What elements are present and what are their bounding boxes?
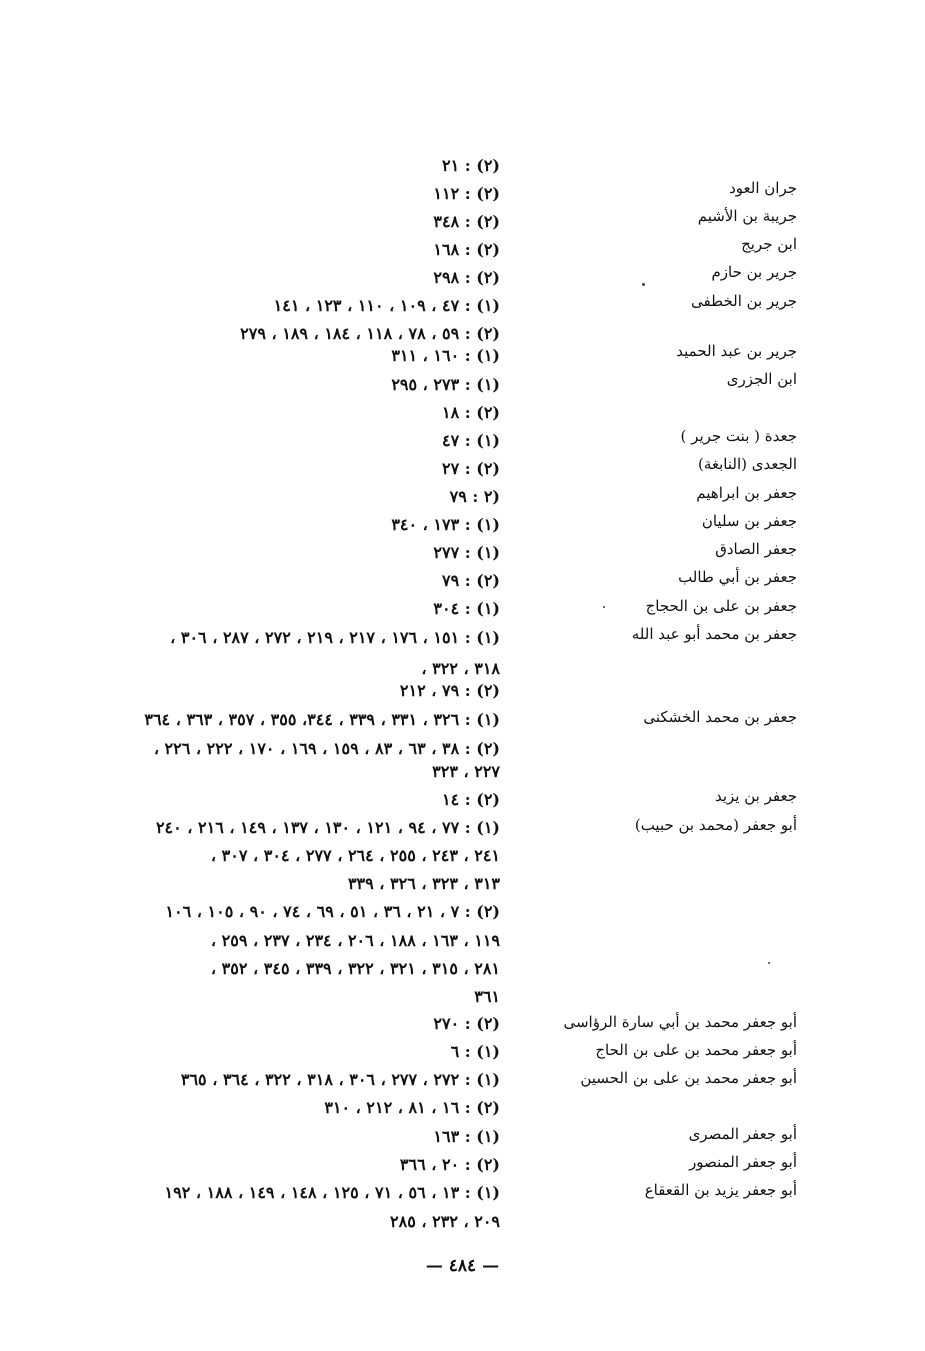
index-name: جعفر بن محمد الخشكنى <box>643 708 797 726</box>
page-refs: (١) : ١٦٣ <box>433 1127 500 1146</box>
page-refs: (٢) : ٢٩٨ <box>433 268 500 287</box>
index-name: جعدة ( بنت جرير ) <box>680 427 797 445</box>
page-refs: ٣٦١ <box>474 987 500 1006</box>
page-number: — ٤٨٤ — <box>425 1256 500 1276</box>
index-name: جرير بن عبد الحميد <box>676 342 797 360</box>
page-refs: (٢) : ٥٩ ، ٧٨ ، ١١٨ ، ١٨٤ ، ١٨٩ ، ٢٧٩ <box>240 324 500 343</box>
page-refs: ٣١٣ ، ٣٢٣ ، ٣٢٦ ، ٣٣٩ <box>347 874 500 893</box>
page-refs: ١١٩ ، ١٦٣ ، ١٨٨ ، ٢٠٦ ، ٢٣٤ ، ٢٣٧ ، ٢٥٩ ، <box>210 931 500 950</box>
page-refs: (١) : ١٣ ، ٥٦ ، ٧١ ، ١٢٥ ، ١٤٨ ، ١٤٩ ، ١٨٨ ، ١٩٢ <box>164 1183 500 1202</box>
index-name: أبو جعفر المنصور <box>689 1153 797 1171</box>
page-refs: (٢) : ٧٩ <box>442 571 500 590</box>
index-name: جريبة بن الأشيم <box>697 207 797 225</box>
index-name: أبو جعفر (محمد بن حبيب) <box>634 816 797 834</box>
index-name: أبو جعفر محمد بن أبي سارة الرؤاسى <box>563 1013 797 1031</box>
page-refs: (٢) : ١١٢ <box>433 184 500 203</box>
page-refs: ٣١٨ ، ٣٢٢ ، <box>421 659 500 678</box>
page-refs: ٢٢٧ ، ٣٢٣ <box>432 762 500 781</box>
index-name: جرير بن الخطفى <box>691 292 797 310</box>
page-refs: (٢) : ٣٨ ، ٦٣ ، ٨٣ ، ١٥٩ ، ١٦٩ ، ١٧٠ ، ٢٢٢ ، ٢٢٦ ، <box>153 739 500 758</box>
page-refs: (١) : ٤٧ ، ١٠٩ ، ١١٠ ، ١٢٣ ، ١٤١ <box>273 296 500 315</box>
page-refs: (١) : ١٧٣ ، ٣٤٠ <box>391 515 500 534</box>
page-refs: (١) : ٣٠٤ <box>433 599 500 618</box>
index-name: الجعدى (النابغة) <box>697 455 797 473</box>
page-refs: (٢) : ٣٤٨ <box>433 212 500 231</box>
page-refs: (٢) : ٢٧٠ <box>433 1014 500 1033</box>
page-refs: ٢٠٩ ، ٢٣٢ ، ٢٨٥ <box>390 1212 500 1231</box>
index-name: جعفر بن يزيد <box>714 787 797 805</box>
page-refs: (١) : ١٦٠ ، ٣١١ <box>391 346 500 365</box>
index-name: جعفر بن ابراهيم <box>696 484 797 502</box>
page-refs: (١) : ٢٧٢ ، ٢٧٧ ، ٣٠٦ ، ٣١٨ ، ٣٢٢ ، ٣٦٤ ، ٣٦٥ <box>180 1070 500 1089</box>
page-refs: (٢) : ١٨ <box>442 403 500 422</box>
page-refs: (١) : ٢٧٧ <box>433 543 500 562</box>
index-name: أبو جعفر يزيد بن القعقاع <box>644 1181 797 1199</box>
page-refs: (١) : ٣٢٦ ، ٣٣١ ، ٣٣٩ ، ٣٤٤، ٣٥٥ ، ٣٥٧ ، ٣٦٣ ، ٣٦٤ <box>144 710 500 729</box>
page-refs: (٢) : ١٦٨ <box>433 240 500 259</box>
page-refs: (٢) : ٢٧ <box>442 459 500 478</box>
index-name: جعفر بن على بن الحجاج <box>645 597 797 615</box>
index-name: جرير بن حازم <box>711 263 797 281</box>
scan-speck <box>603 606 605 608</box>
index-name: جران العود <box>729 179 797 197</box>
index-name: أبو جعفر محمد بن على بن الحسين <box>580 1069 797 1087</box>
page-refs: ٢٨١ ، ٣١٥ ، ٣٢١ ، ٣٢٢ ، ٣٣٩ ، ٣٤٥ ، ٣٥٢ ، <box>210 959 500 978</box>
page-refs: (٢) : ٧ ، ٢١ ، ٣٦ ، ٥١ ، ٦٩ ، ٧٤ ، ٩٠ ، ١٠٥ ، ١٠٦ <box>165 902 500 921</box>
scan-speck <box>642 283 645 286</box>
page-refs: (١) : ١٥١ ، ١٧٦ ، ٢١٧ ، ٢١٩ ، ٢٧٢ ، ٢٨٧ ، ٣٠٦ ، <box>170 628 500 647</box>
index-name: جعفر بن أبي طالب <box>678 568 797 586</box>
page-refs: (١) : ٤٧ <box>442 431 500 450</box>
index-name: أبو جعفر المصرى <box>688 1125 797 1143</box>
index-name: أبو جعفر محمد بن على بن الحاج <box>595 1041 797 1059</box>
index-name: جعفر الصادق <box>715 540 797 558</box>
page-refs: (١) : ٦ <box>450 1042 500 1061</box>
page-refs: ٢٤١ ، ٢٤٣ ، ٢٥٥ ، ٢٦٤ ، ٢٧٧ ، ٣٠٤ ، ٣٠٧ ، <box>210 846 500 865</box>
page-refs: (٢ : ٧٩ <box>449 487 500 506</box>
page-refs: (١) : ٢٧٣ ، ٢٩٥ <box>391 375 500 394</box>
page-refs: (٢) : ١٤ <box>442 790 500 809</box>
page-refs: (٢) : ١٦ ، ٨١ ، ٢١٢ ، ٣١٠ <box>324 1098 500 1117</box>
index-name: جعفر بن سليان <box>701 512 797 530</box>
page-refs: (٢) : ٧٩ ، ٢١٢ <box>399 681 500 700</box>
index-name: ابن جريج <box>741 235 797 253</box>
index-name: ابن الجزرى <box>726 370 797 388</box>
page-refs: (٢) : ٢١ <box>442 156 500 175</box>
scan-speck <box>768 962 770 964</box>
page-refs: (١) : ٧٧ ، ٩٤ ، ١٢١ ، ١٣٠ ، ١٣٧ ، ١٤٩ ، ٢١٦ ، ٢٤٠ <box>155 818 500 837</box>
index-name: جعفر بن محمد أبو عبد الله <box>631 625 797 643</box>
page-refs: (٢) : ٢٠ ، ٣٦٦ <box>399 1155 500 1174</box>
